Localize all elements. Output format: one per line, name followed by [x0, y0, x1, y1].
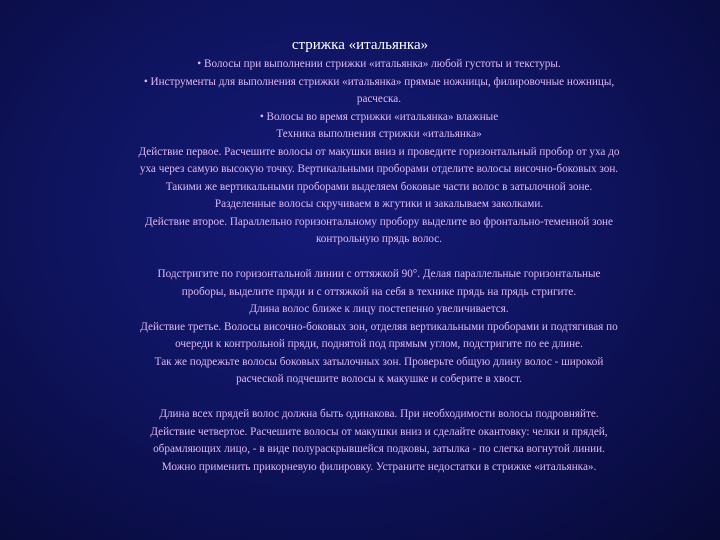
text-line: проборы, выделите пряди и с оттяжкой на себя в технике прядь на прядь стригите. [181, 285, 577, 298]
paragraph-gap [84, 389, 674, 407]
text-line: Техника выполнения стрижки «итальянка» [276, 128, 482, 140]
text-line: Так же подрежьте волосы боковых затылочных зон. Проверьте общую длину волос - широкой [154, 355, 604, 368]
text-line: уха через самую высокую точку. Вертикальными проборами отделите волосы височно-боковых зон. [139, 163, 619, 175]
text-line: контрольную прядь волос. [315, 233, 443, 245]
text-line: • Волосы при выполнении стрижки «итальянка» любой густоты и текстуры. [197, 58, 561, 70]
text-line: Длина волос ближе к лицу постепенно увеличивается. [249, 303, 509, 315]
text-line: обрамляющих лицо, - в виде полураскрывшейся подковы, затылка - по слегка вогнутой линии. [153, 443, 605, 455]
text-line: Можно применить прикорневую филировку. Устраните недостатки в стрижке «итальянка». [161, 460, 597, 473]
slide-title: стрижка «итальянка» [291, 37, 429, 53]
text-line: • Инструменты для выполнения стрижки «итальянка» прямые ножницы, филировочные ножницы, [143, 75, 615, 88]
text-line: Действие третье. Волосы височно-боковых зон, отделяя вертикальными проборами и подтягивая по [140, 320, 618, 333]
text-line: Разделенные волосы скручиваем в жгутики и закалываем заколками. [214, 198, 544, 210]
text-line: Такими же вертикальными проборами выделяем боковые части волос в затылочной зоне. [165, 180, 593, 193]
text-line: Действие четвертое. Расчешите волосы от макушки вниз и сделайте окантовку: челки и прядей, [150, 425, 608, 438]
text-line: очереди к контрольной пряди, поднятой под прямым углом, подстригите по ее длине. [175, 338, 583, 350]
text-line: Действие первое. Расчешите волосы от макушки вниз и проведите горизонтальный пробор от уха до [138, 145, 620, 158]
paragraph-gap [84, 249, 674, 267]
text-line: расческа. [356, 93, 402, 105]
text-line: Действие второе. Параллельно горизонтальному пробору выделите во фронтально-теменной зоне [145, 215, 613, 228]
text-line: расческой подчешите волосы к макушке и соберите в хвост. [236, 373, 522, 385]
text-line: Подстригите по горизонтальной линии с оттяжкой 90°. Делая параллельные горизонтальные [157, 268, 601, 280]
text-line: Длина всех прядей волос должна быть одинакова. При необходимости волосы подровняйте. [159, 408, 599, 420]
text-line: • Волосы во время стрижки «итальянка» влажные [259, 110, 499, 123]
slide-body [84, 56, 674, 476]
